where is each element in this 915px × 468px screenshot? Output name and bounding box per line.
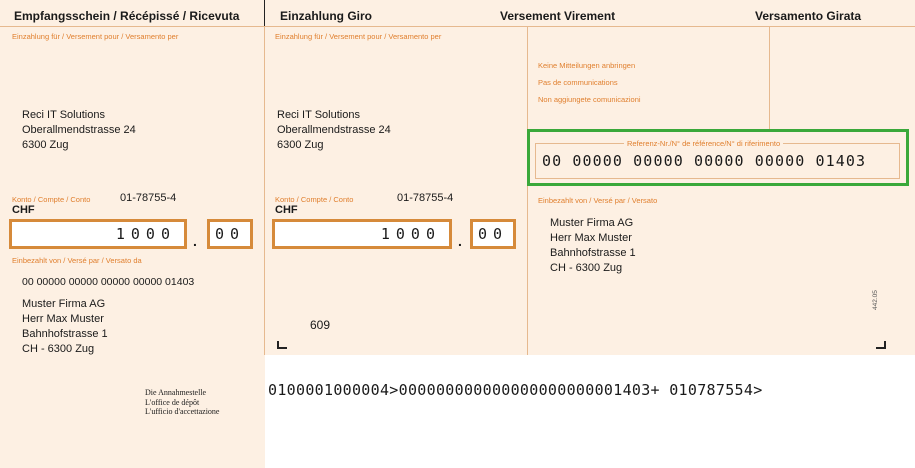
header-giro: Einzahlung Giro (280, 9, 372, 23)
payment-beneficiary-address (277, 108, 391, 153)
receipt-payer-city: CH - 6300 Zug (22, 343, 95, 355)
divider-receipt-light (264, 26, 265, 355)
receipt-account-number: 01-78755-4 (120, 192, 177, 204)
header-underline (0, 26, 915, 27)
header-girata: Versamento Girata (755, 9, 862, 23)
payment-payer-city: CH - 6300 Zug (550, 262, 623, 274)
payment-payer-street: Bahnhofstrasse 1 (550, 247, 636, 259)
payment-beneficiary-name: Reci IT Solutions (277, 109, 360, 121)
receipt-reference-number: 00 00000 00000 00000 00000 01403 (22, 276, 195, 288)
no-messages-it: Non aggiungete comunicazioni (538, 95, 641, 104)
receipt-amount-francs: 1000 (115, 225, 176, 243)
form-code: 442.05 (872, 290, 879, 310)
payment-amount-cents: 00 (477, 225, 509, 243)
payment-einzahlung-fuer-label: Einzahlung für / Versement pour / Versamento per (275, 32, 442, 41)
payment-einbezahlt-von-label: Einbezahlt von / Versé par / Versato (538, 196, 658, 205)
annahmestelle-fr: L'office de dépôt (145, 397, 200, 407)
receipt-amount-cents: 00 (214, 225, 246, 243)
receipt-beneficiary-city: 6300 Zug (22, 139, 69, 151)
annahmestelle-label (145, 388, 219, 417)
referenz-label: Referenz-Nr./N° de référence/N° di riferimento (624, 139, 783, 148)
payment-amount-francs-box (272, 219, 452, 249)
payment-payer-person: Herr Max Muster (550, 232, 632, 244)
receipt-payer-name: Muster Firma AG (22, 298, 106, 310)
receipt-beneficiary-address (22, 108, 136, 153)
payment-payer-name: Muster Firma AG (550, 217, 634, 229)
receipt-konto-label: Konto / Compte / Conto (12, 195, 91, 204)
payment-amount-francs: 1000 (380, 225, 441, 243)
receipt-amount-cents-box (207, 219, 253, 249)
slip-code: 609 (310, 318, 331, 332)
header-virement: Versement Virement (500, 9, 616, 23)
payment-amount-cents-box (470, 219, 516, 249)
header-receipt: Empfangsschein / Récépissé / Ricevuta (14, 9, 240, 23)
no-messages-de: Keine Mitteilungen anbringen (538, 61, 636, 70)
corner-mark-left (277, 341, 287, 349)
divider-payment-right (769, 26, 770, 130)
reference-number: 00 00000 00000 00000 00000 01403 (542, 152, 867, 170)
ocr-coding-line: 0100001000004>000000000000000000000001403+ 010787554> (268, 381, 763, 399)
annahmestelle-it: L'ufficio d'accettazione (145, 407, 220, 416)
payment-beneficiary-city: 6300 Zug (277, 139, 324, 151)
no-messages-note (538, 57, 641, 108)
divider-receipt (264, 0, 265, 26)
receipt-amount-francs-box (9, 219, 187, 249)
corner-mark-right (876, 341, 886, 349)
receipt-einzahlung-fuer-label: Einzahlung für / Versement pour / Versamento per (12, 32, 179, 41)
payment-payer-address (550, 216, 636, 276)
annahmestelle-de: Die Annahmestelle (145, 388, 207, 397)
receipt-amount-separator: . (193, 233, 197, 249)
receipt-currency: CHF (12, 204, 35, 216)
receipt-payer-street: Bahnhofstrasse 1 (22, 328, 108, 340)
payment-amount-separator: . (458, 233, 462, 249)
payment-konto-label: Konto / Compte / Conto (275, 195, 354, 204)
receipt-payer-address (22, 297, 108, 357)
no-messages-fr: Pas de communications (538, 78, 618, 87)
payment-account-number: 01-78755-4 (397, 192, 454, 204)
divider-payment-center (527, 26, 528, 355)
receipt-payer-person: Herr Max Muster (22, 313, 104, 325)
payment-currency: CHF (275, 204, 298, 216)
receipt-einbezahlt-von-label: Einbezahlt von / Versé par / Versato da (12, 256, 142, 265)
payment-beneficiary-street: Oberallmendstrasse 24 (277, 124, 391, 136)
receipt-beneficiary-name: Reci IT Solutions (22, 109, 105, 121)
receipt-beneficiary-street: Oberallmendstrasse 24 (22, 124, 136, 136)
